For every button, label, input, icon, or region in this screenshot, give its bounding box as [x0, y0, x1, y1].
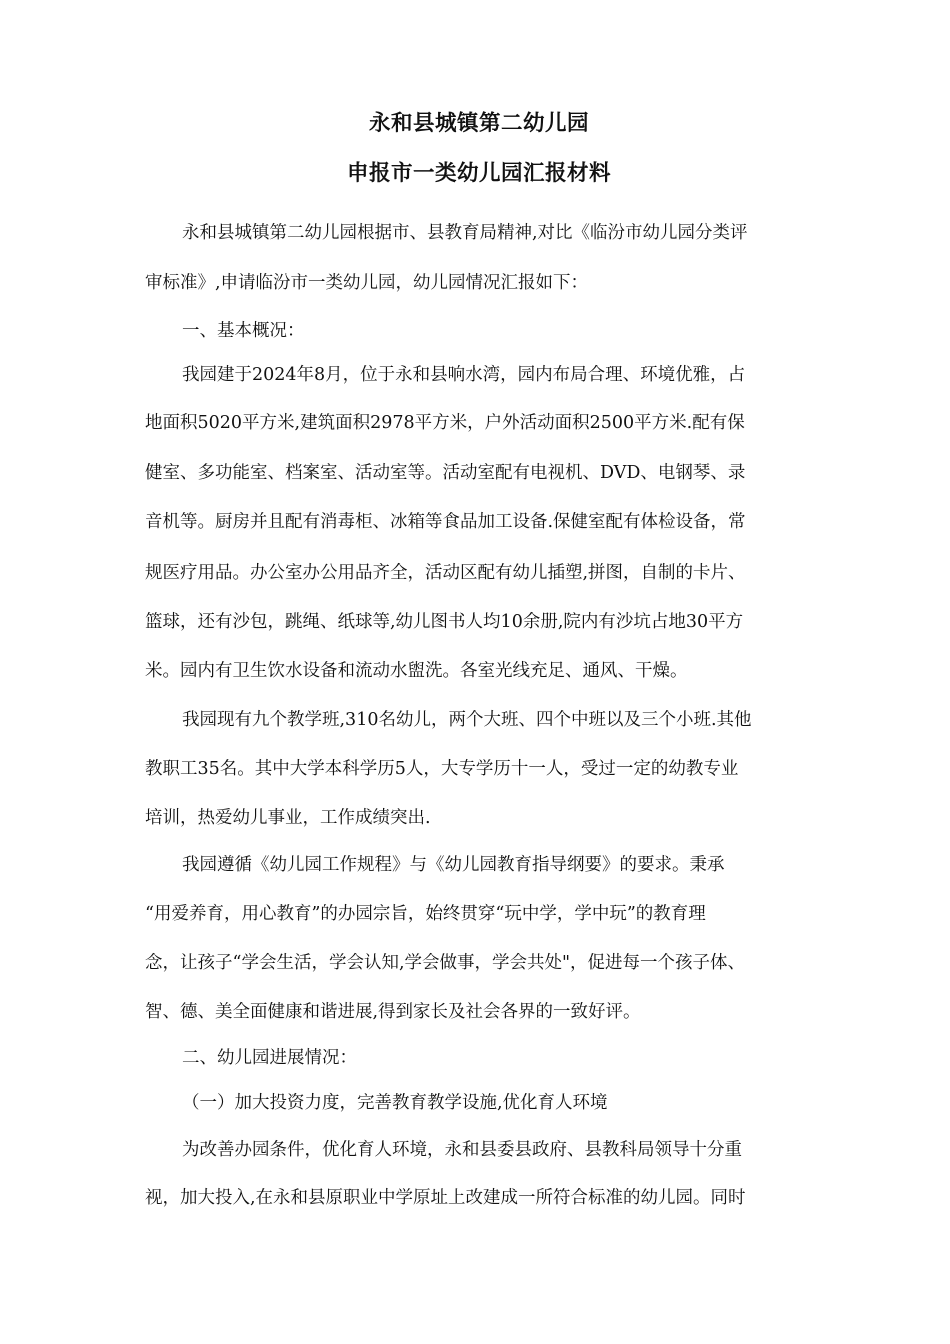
- section-heading: 一、基本概况：: [182, 321, 305, 341]
- paragraph-line: 健室、多功能室、档案室、活动室等。活动室配有电视机、DVD、电钢琴、录: [145, 463, 746, 483]
- paragraph-line: “用爱养育，用心教育”的办园宗旨，始终贯穿“玩中学，学中玩”的教育理: [145, 904, 706, 924]
- paragraph-line: 地面积5020平方米,建筑面积2978平方米，户外活动面积2500平方米.配有保: [145, 413, 745, 433]
- paragraph-line: 规医疗用品。办公室办公用品齐全，活动区配有幼儿插塑,拼图，自制的卡片、: [145, 563, 746, 583]
- paragraph-line: 念，让孩子“学会生活，学会认知,学会做事，学会共处"，促进每一个孩子体、: [145, 953, 746, 973]
- paragraph-line: 音机等。厨房并且配有消毒柜、冰箱等食品加工设备.保健室配有体检设备，常: [145, 512, 746, 532]
- paragraph-line: 我园遵循《幼儿园工作规程》与《幼儿园教育指导纲要》的要求。秉承: [182, 855, 725, 875]
- paragraph-line: 永和县城镇第二幼儿园根据市、县教育局精神,对比《临汾市幼儿园分类评: [182, 223, 748, 243]
- subsection-heading: （一）加大投资力度，完善教育教学设施,优化育人环境: [182, 1093, 608, 1113]
- paragraph-line: 我园现有九个教学班,310名幼儿，两个大班、四个中班以及三个小班.其他: [182, 710, 752, 730]
- paragraph-line: 视，加大投入,在永和县原职业中学原址上改建成一所符合标准的幼儿园。同时: [145, 1188, 746, 1208]
- paragraph-line: 培训，热爱幼儿事业，工作成绩突出.: [145, 808, 431, 828]
- paragraph-line: 为改善办园条件，优化育人环境，永和县委县政府、县教科局领导十分重: [182, 1140, 742, 1160]
- paragraph-line: 我园建于2024年8月，位于永和县响水湾，园内布局合理、环境优雅，占: [182, 365, 746, 385]
- document-subtitle: 申报市一类幼儿园汇报材料: [346, 161, 611, 186]
- paragraph-line: 教职工35名。其中大学本科学历5人，大专学历十一人，受过一定的幼教专业: [145, 759, 739, 779]
- paragraph-line: 米。园内有卫生饮水设备和流动水盥洗。各室光线充足、通风、干燥。: [145, 661, 688, 681]
- document-title: 永和县城镇第二幼儿园: [368, 111, 589, 136]
- paragraph-line: 篮球，还有沙包，跳绳、纸球等,幼儿图书人均10余册,院内有沙坑占地30平方: [145, 612, 744, 632]
- paragraph-line: 审标准》,申请临汾市一类幼儿园，幼儿园情况汇报如下：: [145, 273, 589, 293]
- document-page: [145, 112, 813, 186]
- section-heading: 二、幼儿园进展情况：: [182, 1048, 357, 1068]
- paragraph-line: 智、德、美全面健康和谐进展,得到家长及社会各界的一致好评。: [145, 1002, 641, 1022]
